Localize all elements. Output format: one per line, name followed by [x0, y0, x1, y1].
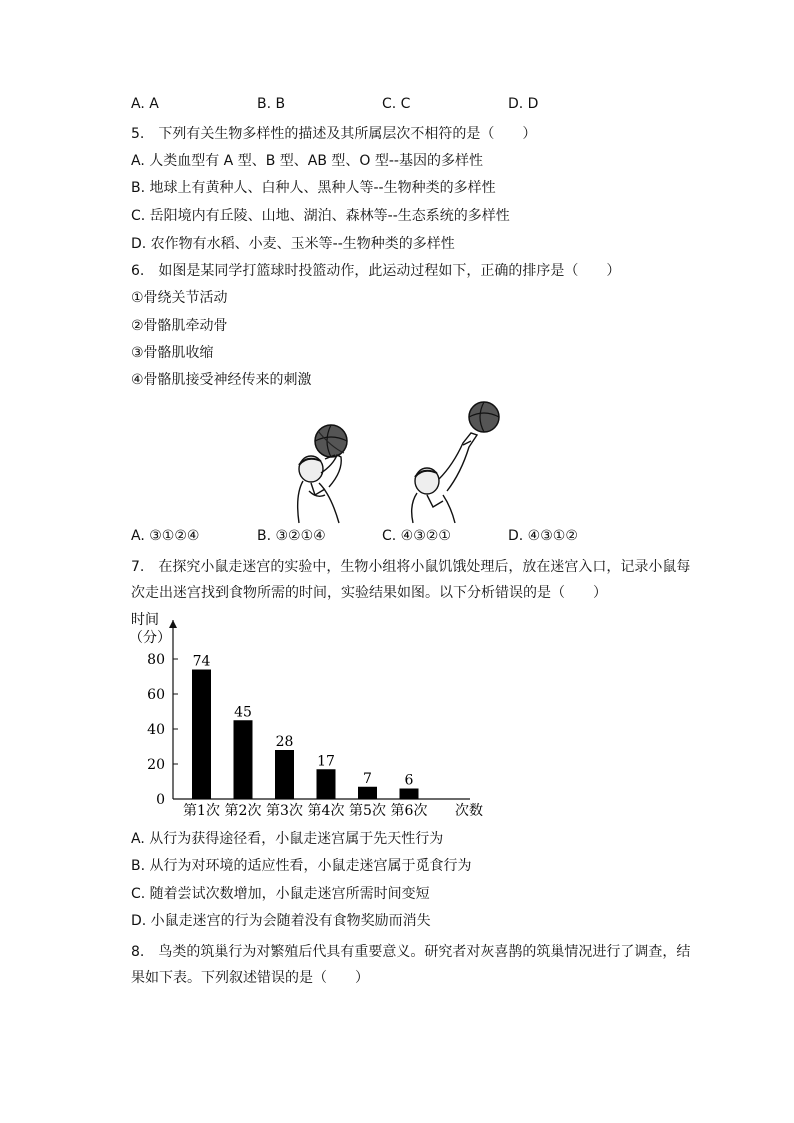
q6-step-3: ③骨骼肌收缩: [131, 345, 214, 361]
q6-stem: 6. 如图是某同学打篮球时投篮动作，此运动过程如下，正确的排序是（ ）: [131, 263, 621, 279]
maze-time-bar-chart: [125, 608, 495, 823]
x-category-label: 第6次: [390, 803, 428, 819]
q6-step-4: ④骨骼肌接受神经传来的刺激: [131, 372, 312, 388]
x-category-label: 第1次: [183, 803, 220, 819]
q6-option-c: C. ④③②①: [382, 528, 451, 544]
y-axis-label-line2: （分）: [129, 630, 171, 646]
q5-option-b: B. 地球上有黄种人、白种人、黑种人等--生物种类的多样性: [131, 180, 496, 196]
bar-value-label: 7: [363, 770, 372, 787]
q6-option-a: A. ③①②④: [131, 528, 200, 544]
bar: [192, 670, 211, 800]
q6-option-b: B. ③②①④: [257, 528, 326, 544]
q8-stem-line1: 8. 鸟类的筑巢行为对繁殖后代具有重要意义。研究者对灰喜鹊的筑巢情况进行了调查，结: [131, 944, 691, 960]
y-tick-label: 40: [147, 722, 165, 738]
x-category-label: 第3次: [266, 803, 303, 819]
x-category-label: 第4次: [307, 803, 345, 819]
q6-step-1: ①骨绕关节活动: [131, 290, 228, 306]
basketball-left: [315, 425, 347, 457]
q4-option-b: B. B: [257, 96, 286, 112]
q5-stem: 5. 下列有关生物多样性的描述及其所属层次不相符的是（ ）: [131, 126, 537, 142]
q8-stem-line2: 果如下表。下列叙述错误的是（ ）: [131, 970, 369, 986]
q7-option-d: D. 小鼠走迷宫的行为会随着没有食物奖励而消失: [131, 913, 431, 929]
y-tick-label: 0: [156, 792, 165, 808]
bar-value-label: 6: [404, 772, 414, 789]
y-tick-label: 20: [147, 757, 165, 773]
q6-step-2: ②骨骼肌牵动骨: [131, 318, 228, 334]
player-left: [298, 455, 342, 523]
bar: [358, 787, 377, 799]
basketball-right: [469, 402, 499, 432]
q4-option-c: C. C: [382, 96, 411, 112]
bar-value-label: 28: [275, 734, 294, 750]
bar: [400, 789, 419, 800]
y-axis-arrow: [169, 620, 177, 628]
q4-option-a: A. A: [131, 96, 159, 112]
y-tick-label: 60: [147, 687, 165, 703]
x-category-label: 第2次: [224, 803, 262, 819]
q5-option-d: D. 农作物有水稻、小麦、玉米等--生物种类的多样性: [131, 236, 455, 252]
bar: [234, 720, 253, 799]
q4-option-d: D. D: [508, 96, 539, 112]
bar: [317, 769, 336, 799]
y-axis-label-line1: 时间: [131, 612, 159, 628]
q7-stem-line1: 7. 在探究小鼠走迷宫的实验中，生物小组将小鼠饥饿处理后，放在迷宫入口，记录小鼠每: [131, 559, 691, 575]
q6-options: [131, 528, 691, 548]
q7-option-b: B. 从行为对环境的适应性看，小鼠走迷宫属于觅食行为: [131, 858, 472, 874]
q5-option-c: C. 岳阳境内有丘陵、山地、湖泊、森林等--生态系统的多样性: [131, 208, 510, 224]
basketball-shot-illustration: [285, 395, 515, 525]
x-axis-label: 次数: [455, 803, 483, 819]
player-right: [412, 433, 477, 523]
y-tick-label: 80: [147, 652, 165, 668]
q7-option-a: A. 从行为获得途径看，小鼠走迷宫属于先天性行为: [131, 831, 444, 847]
q7-option-c: C. 随着尝试次数增加，小鼠走迷宫所需时间变短: [131, 886, 430, 902]
q5-option-a: A. 人类血型有 A 型、B 型、AB 型、O 型--基因的多样性: [131, 153, 483, 169]
x-category-label: 第5次: [349, 803, 386, 819]
bar-value-label: 74: [192, 653, 211, 670]
bar: [275, 750, 294, 799]
q7-stem-line2: 次走出迷宫找到食物所需的时间，实验结果如图。以下分析错误的是（ ）: [131, 585, 607, 601]
bar-value-label: 45: [234, 704, 252, 721]
q6-option-d: D. ④③①②: [508, 528, 578, 544]
q4-options: [131, 96, 691, 116]
bar-value-label: 17: [317, 753, 335, 770]
